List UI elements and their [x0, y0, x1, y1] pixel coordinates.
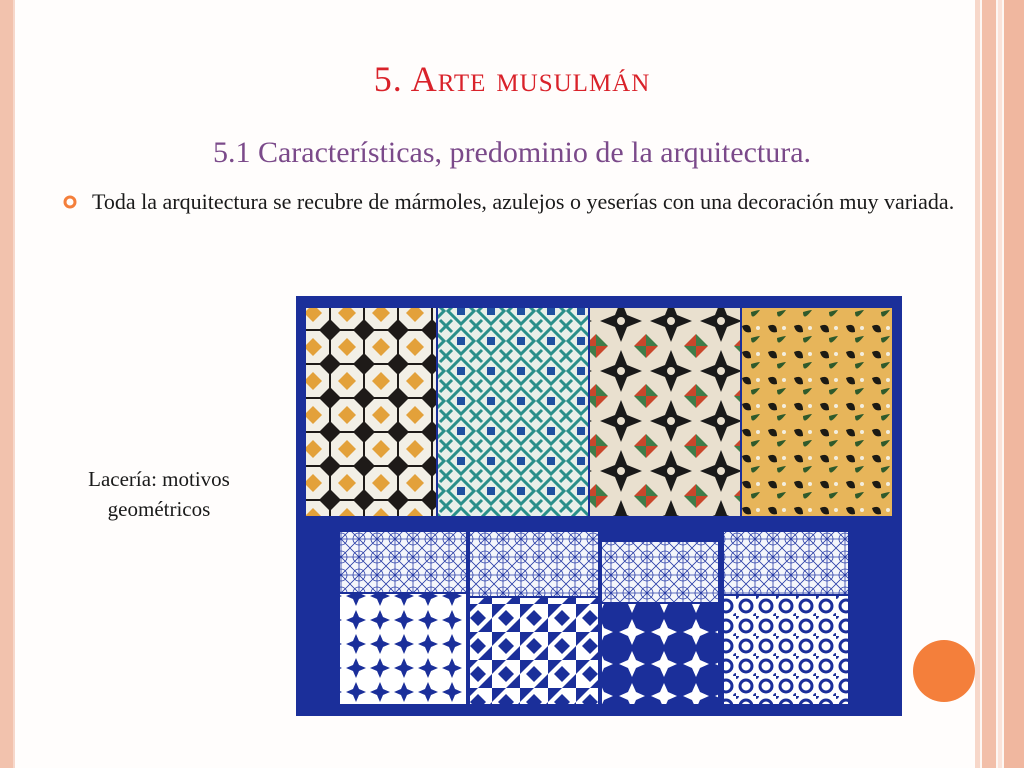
left-frame-border [0, 0, 15, 768]
bullet-item [62, 186, 968, 218]
geometric-tiles-image [296, 296, 902, 716]
slide-title: 5. Arte musulmán [373, 59, 651, 99]
ring-bullet-icon [62, 194, 78, 210]
image-caption: Lacería: motivos geométricos [88, 467, 230, 521]
right-frame-border [974, 0, 1024, 768]
orange-circle-decoration [913, 640, 975, 702]
bullet-text: Toda la arquitectura se recubre de mármoles, azulejos o yeserías con una decoración muy variada. [92, 189, 955, 214]
slide-subtitle: 5.1 Características, predominio de la arquitectura. [212, 136, 812, 169]
